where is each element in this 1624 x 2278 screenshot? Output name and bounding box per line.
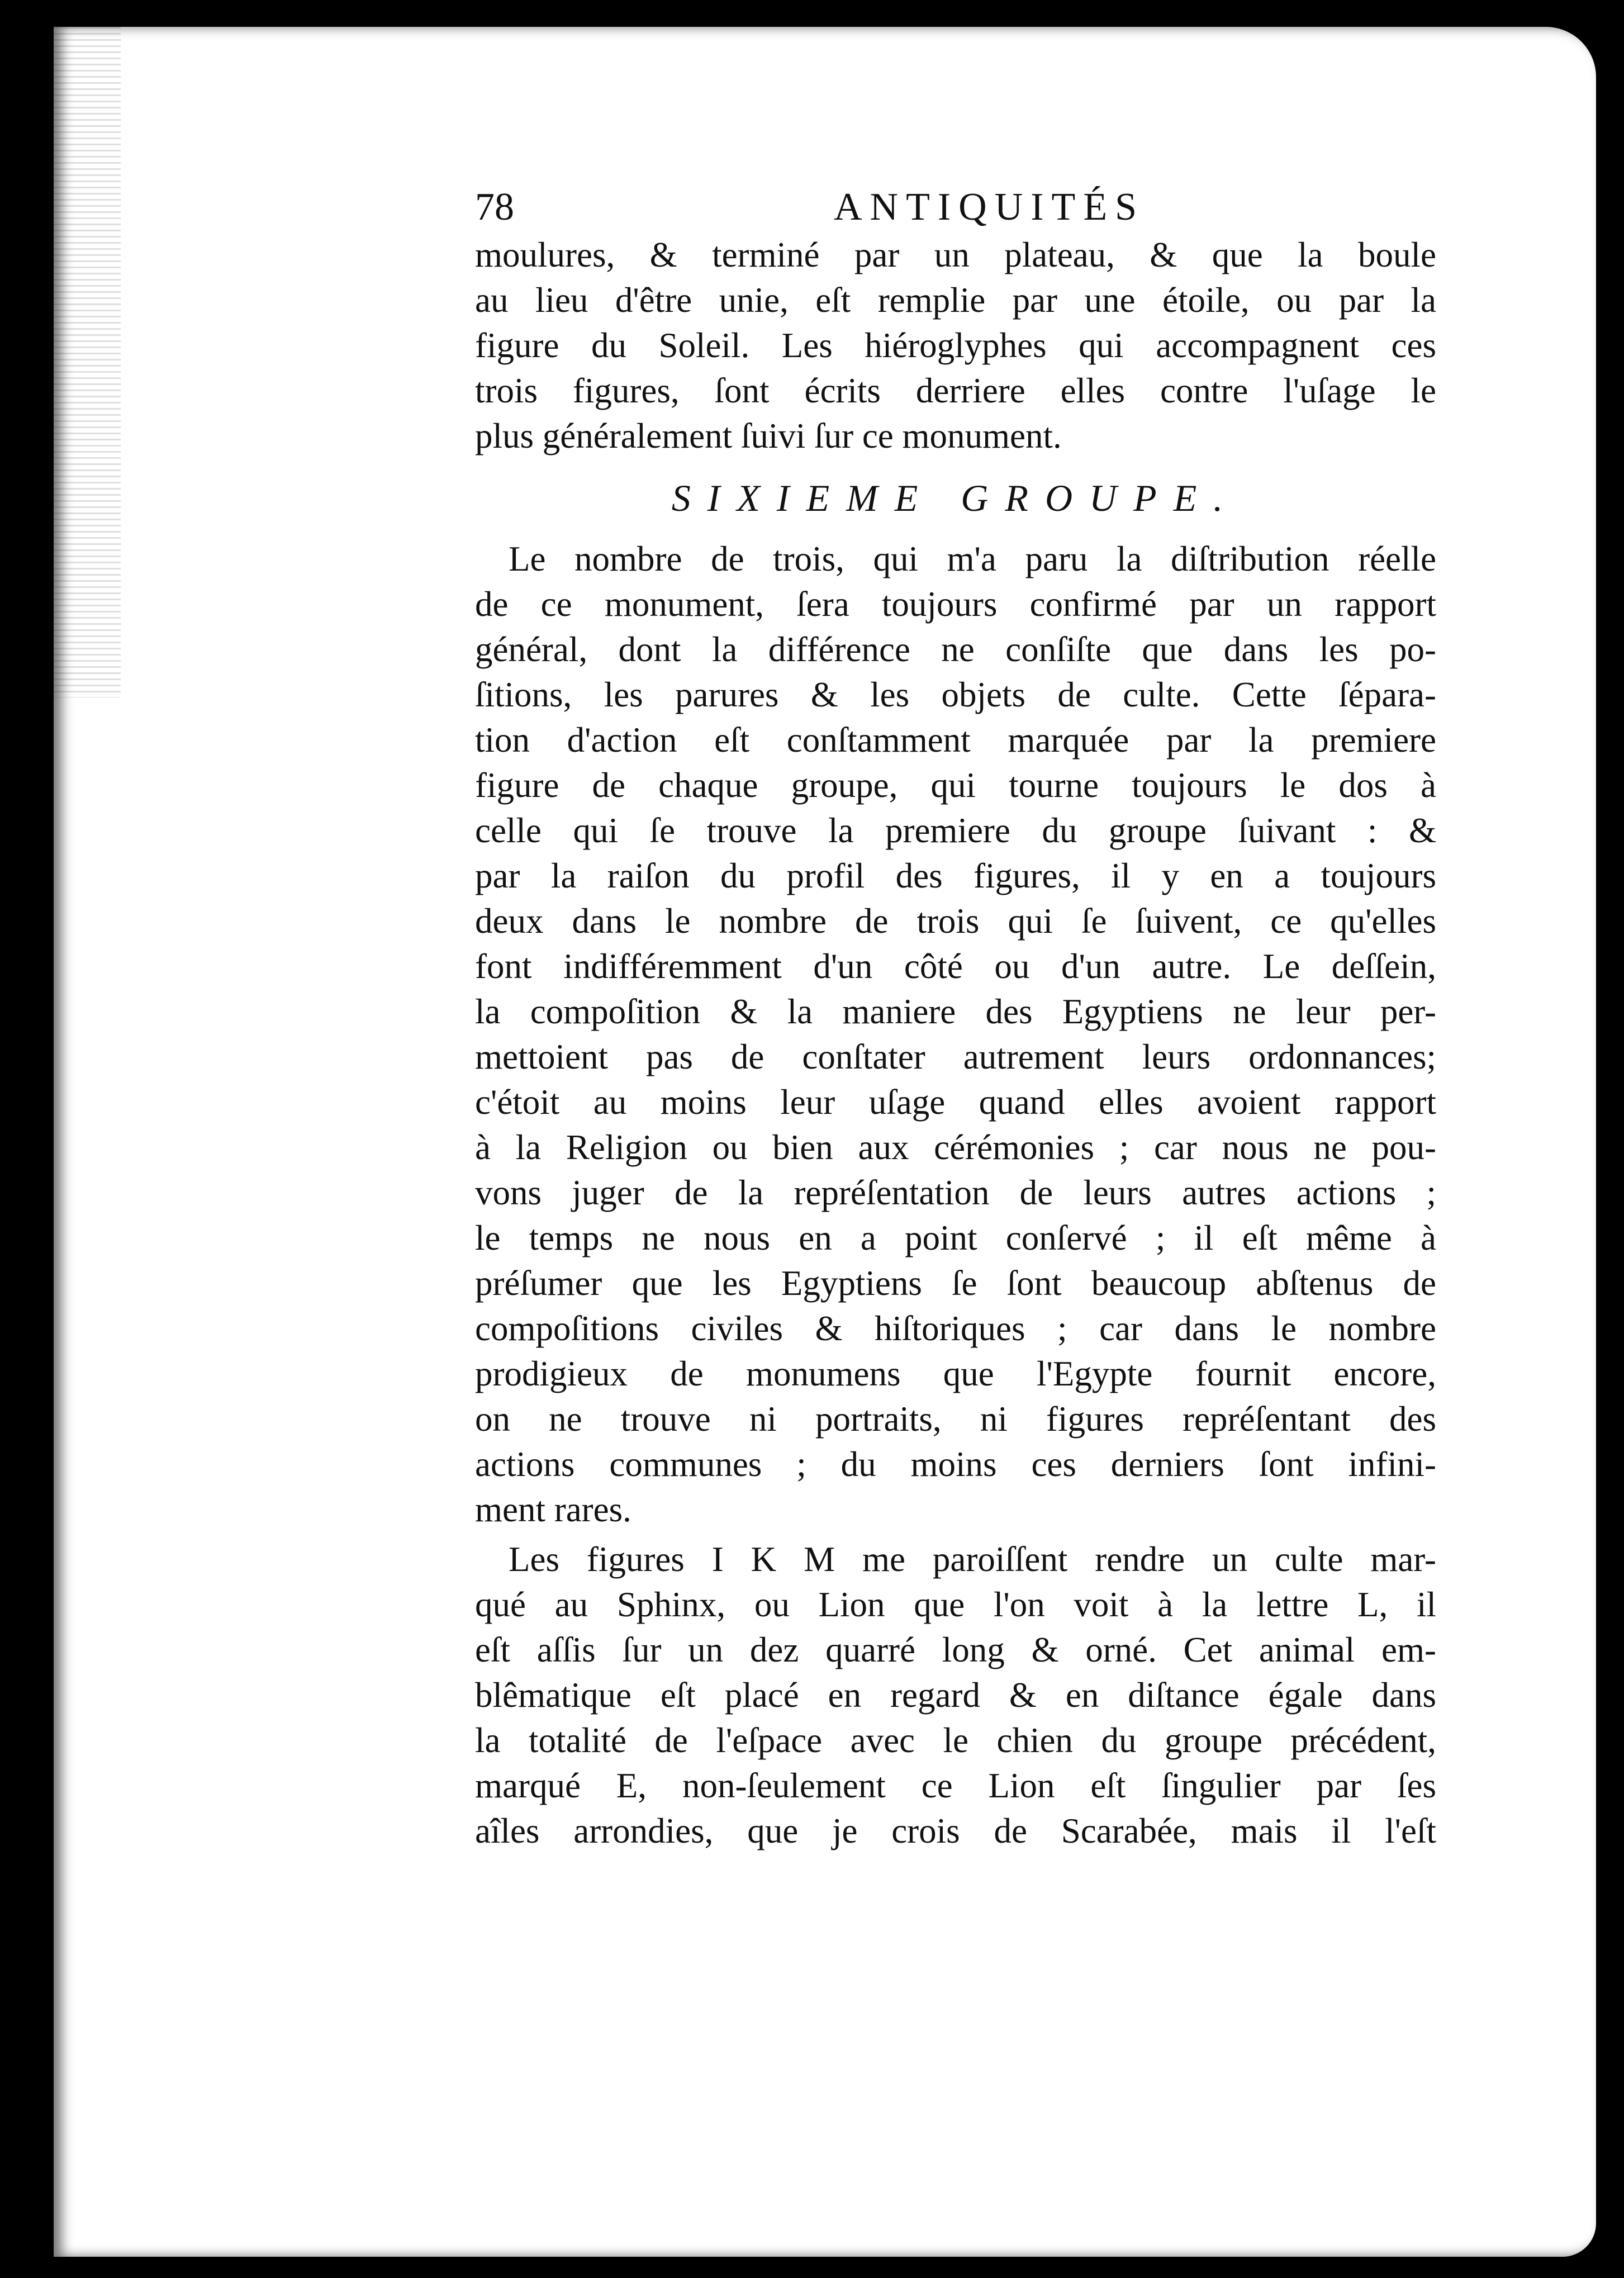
text-line: eſt aſſis ſur un dez quarré long & orné. Cet animal em- — [475, 1630, 1436, 1669]
text-line: on ne trouve ni portraits, ni figures repréſentant des — [475, 1399, 1436, 1439]
text-line: vons juger de la repréſentation de leurs autres actions ; — [475, 1173, 1436, 1212]
text-line: la compoſition & la maniere des Egyptiens ne leur per- — [475, 992, 1436, 1031]
text-line: actions communes ; du moins ces derniers ſont infini- — [475, 1445, 1436, 1484]
text-line: Les figures I K M me paroiſſent rendre un culte mar- — [509, 1540, 1436, 1579]
text-line: par la raiſon du profil des figures, il y en a toujours — [475, 856, 1436, 895]
section-heading: SIXIEME GROUPE. — [671, 477, 1240, 519]
text-line: marqué E, non-ſeulement ce Lion eſt ſingulier par ſes — [475, 1766, 1436, 1805]
text-line: de ce monument, ſera toujours confirmé par un rapport — [475, 585, 1436, 624]
text-line: mettoient pas de conſtater autrement leurs ordonnances; — [475, 1037, 1436, 1076]
text-line: le temps ne nous en a point conſervé ; il eſt même à — [475, 1218, 1436, 1257]
text-line: au lieu d'être unie, eſt remplie par une étoile, ou par la — [475, 281, 1436, 320]
text-line: Le nombre de trois, qui m'a paru la diſtribution réelle — [509, 539, 1436, 578]
page-number: 78 — [475, 186, 514, 229]
text-line: prodigieux de monumens que l'Egypte fournit encore, — [475, 1354, 1436, 1393]
text-line: tion d'action eſt conſtamment marquée par la premiere — [475, 720, 1436, 760]
paragraph-continued — [475, 232, 1436, 459]
text-line: figure du Soleil. Les hiéroglyphes qui accompagnent ces — [475, 326, 1436, 365]
running-title: ANTIQUITÉS — [833, 186, 1145, 229]
text-line: la totalité de l'eſpace avec le chien du groupe précédent, — [475, 1721, 1436, 1760]
text-line: figure de chaque groupe, qui tourne toujours le dos à — [475, 766, 1436, 805]
text-line: compoſitions civiles & hiſtoriques ; car dans le nombre — [475, 1309, 1436, 1348]
text-line: deux dans le nombre de trois qui ſe ſuivent, ce qu'elles — [475, 901, 1436, 941]
text-line: qué au Sphinx, ou Lion que l'on voit à la lettre L, il — [475, 1585, 1436, 1624]
text-line: ment rares. — [475, 1490, 631, 1529]
paragraph-sphinx — [475, 1537, 1436, 1854]
page-gutter-shadow — [54, 27, 121, 697]
text-line: celle qui ſe trouve la premiere du groupe ſuivant : & — [475, 811, 1436, 850]
text-line: aîles arrondies, que je crois de Scarabée, mais il l'eſt — [475, 1811, 1436, 1850]
text-line: trois figures, ſont écrits derriere elles contre l'uſage le — [475, 371, 1436, 410]
text-line: ſitions, les parures & les objets de culte. Cette ſépara- — [475, 675, 1436, 714]
text-line: préſumer que les Egyptiens ſe ſont beaucoup abſtenus de — [475, 1264, 1436, 1303]
text-line: blêmatique eſt placé en regard & en diſtance égale dans — [475, 1676, 1436, 1715]
text-line: à la Religion ou bien aux cérémonies ; car nous ne pou- — [475, 1128, 1436, 1167]
page-text-block — [475, 184, 1436, 1854]
paragraph-sixieme-groupe — [475, 537, 1436, 1532]
text-line: font indifféremment d'un côté ou d'un autre. Le deſſein, — [475, 947, 1436, 986]
text-line: général, dont la différence ne conſiſte que dans les po- — [475, 630, 1436, 669]
text-line: c'étoit au moins leur uſage quand elles avoient rapport — [475, 1083, 1436, 1122]
text-line: plus généralement ſuivi ſur ce monument. — [475, 416, 1062, 455]
text-line: moulures, & terminé par un plateau, & que la boule — [475, 235, 1436, 274]
page-header — [475, 184, 1436, 232]
